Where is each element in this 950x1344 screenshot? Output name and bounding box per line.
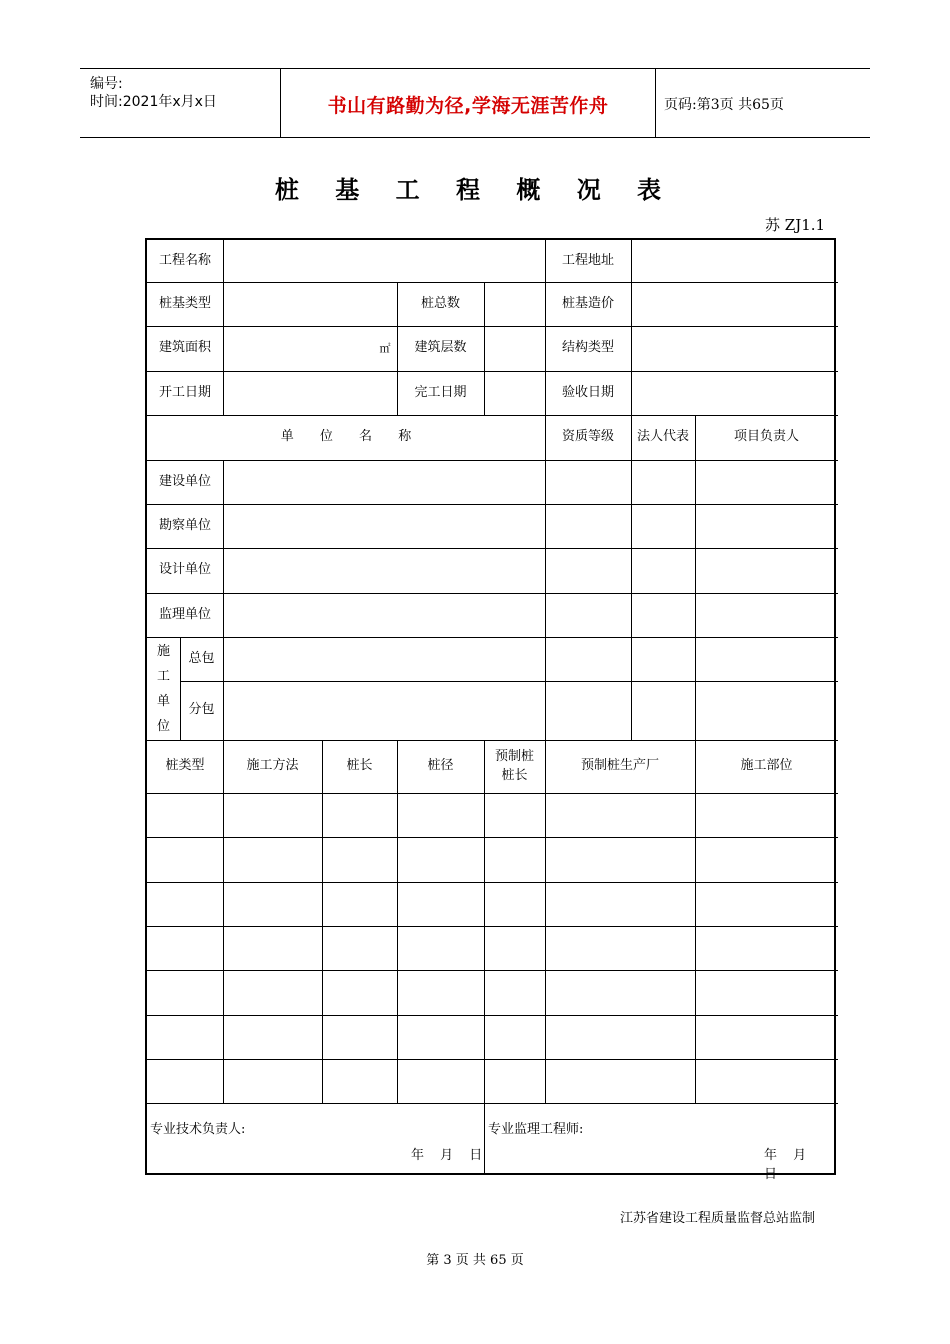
row-line bbox=[147, 1103, 838, 1104]
col-line bbox=[223, 740, 224, 1103]
col-line bbox=[631, 240, 632, 415]
col-line bbox=[545, 415, 546, 740]
header-legal-rep: 法人代表 bbox=[636, 429, 689, 445]
header-qualification: 资质等级 bbox=[561, 429, 614, 445]
area-unit: ㎡ bbox=[379, 341, 391, 355]
row-line bbox=[147, 637, 838, 638]
col-line bbox=[223, 240, 224, 415]
col-line bbox=[484, 282, 485, 415]
row-line bbox=[147, 926, 838, 927]
label-structure-type: 结构类型 bbox=[561, 340, 614, 356]
page-info: 页码:第3页 共65页 bbox=[664, 97, 784, 113]
col-precast-manufacturer: 预制桩生产厂 bbox=[580, 758, 659, 774]
header-project-manager: 项目负责人 bbox=[733, 429, 799, 445]
col-precast-line2: 桩长 bbox=[501, 767, 528, 783]
label-start-date: 开工日期 bbox=[158, 384, 211, 400]
row-line bbox=[147, 593, 838, 594]
row-line bbox=[147, 504, 838, 505]
header-page-cell bbox=[656, 69, 870, 137]
header-left-cell bbox=[80, 69, 280, 137]
row-line bbox=[180, 681, 838, 682]
col-line bbox=[545, 740, 546, 1103]
row-line bbox=[147, 1015, 838, 1016]
label-supervision-unit: 监理单位 bbox=[158, 606, 211, 622]
row-line bbox=[147, 326, 838, 327]
label-pile-type: 桩基类型 bbox=[158, 295, 211, 311]
supervisor-date: 年 月 日 bbox=[764, 1148, 807, 1182]
col-line bbox=[695, 415, 696, 740]
form-code: 苏 ZJ1.1 bbox=[765, 216, 826, 234]
col-pile-length: 桩长 bbox=[346, 758, 373, 774]
label-survey-unit: 勘察单位 bbox=[158, 517, 211, 533]
row-line bbox=[147, 548, 838, 549]
label-finish-date: 完工日期 bbox=[414, 384, 467, 400]
label-construction-unit: 建设单位 bbox=[158, 473, 211, 489]
builder-char: 单 bbox=[156, 693, 170, 709]
tech-lead-date: 年 月 日 bbox=[411, 1148, 483, 1163]
col-line bbox=[322, 740, 323, 1103]
label-pile-cost: 桩基造价 bbox=[561, 295, 614, 311]
row-line bbox=[147, 793, 838, 794]
builder-char: 施 bbox=[156, 643, 170, 659]
col-line bbox=[397, 740, 398, 1103]
builder-char: 工 bbox=[156, 668, 170, 684]
pile-overview-form bbox=[145, 238, 836, 1182]
time-label: 时间:2021年x月x日 bbox=[90, 94, 217, 110]
label-pile-total: 桩总数 bbox=[420, 295, 460, 311]
label-project-name: 工程名称 bbox=[158, 252, 211, 268]
col-precast-line1: 预制桩 bbox=[494, 749, 534, 765]
page-footer: 第 3 页 共 65 页 bbox=[426, 1253, 524, 1268]
label-general-contract: 总包 bbox=[188, 650, 215, 666]
number-label: 编号: bbox=[90, 76, 123, 92]
row-line bbox=[147, 882, 838, 883]
header-unit-name: 单 位 名 称 bbox=[280, 429, 412, 445]
col-pile-type: 桩类型 bbox=[165, 758, 205, 774]
row-line bbox=[147, 1059, 838, 1060]
row-line bbox=[147, 970, 838, 971]
col-pile-diameter: 桩径 bbox=[427, 758, 454, 774]
label-project-address: 工程地址 bbox=[561, 252, 614, 268]
page-header bbox=[80, 68, 870, 138]
row-line bbox=[147, 371, 838, 372]
col-precast-pile-length bbox=[484, 740, 545, 793]
label-building-area: 建筑面积 bbox=[158, 340, 211, 356]
col-construction-method: 施工方法 bbox=[246, 758, 299, 774]
col-construction-location: 施工部位 bbox=[740, 758, 793, 774]
row-line bbox=[147, 282, 838, 283]
tech-lead-signature-label: 专业技术负责人: bbox=[150, 1122, 246, 1137]
header-motto-cell bbox=[280, 69, 656, 137]
col-line bbox=[484, 1103, 485, 1175]
col-line bbox=[484, 740, 485, 1103]
col-line bbox=[223, 460, 224, 740]
motto-text: 书山有路勤为径,学海无涯苦作舟 bbox=[327, 95, 609, 117]
label-building-floors: 建筑层数 bbox=[414, 340, 467, 356]
row-line bbox=[147, 837, 838, 838]
label-design-unit: 设计单位 bbox=[158, 562, 211, 578]
supervisor-signature-label: 专业监理工程师: bbox=[488, 1122, 584, 1137]
col-line bbox=[631, 415, 632, 740]
issuing-organization: 江苏省建设工程质量监督总站监制 bbox=[620, 1211, 816, 1226]
form-title: 桩 基 工 程 概 况 表 bbox=[274, 176, 676, 204]
row-line bbox=[147, 460, 838, 461]
col-line bbox=[695, 740, 696, 1103]
label-acceptance-date: 验收日期 bbox=[561, 384, 614, 400]
label-builder-unit bbox=[147, 637, 180, 740]
label-sub-contract: 分包 bbox=[188, 702, 215, 718]
builder-char: 位 bbox=[156, 718, 170, 734]
